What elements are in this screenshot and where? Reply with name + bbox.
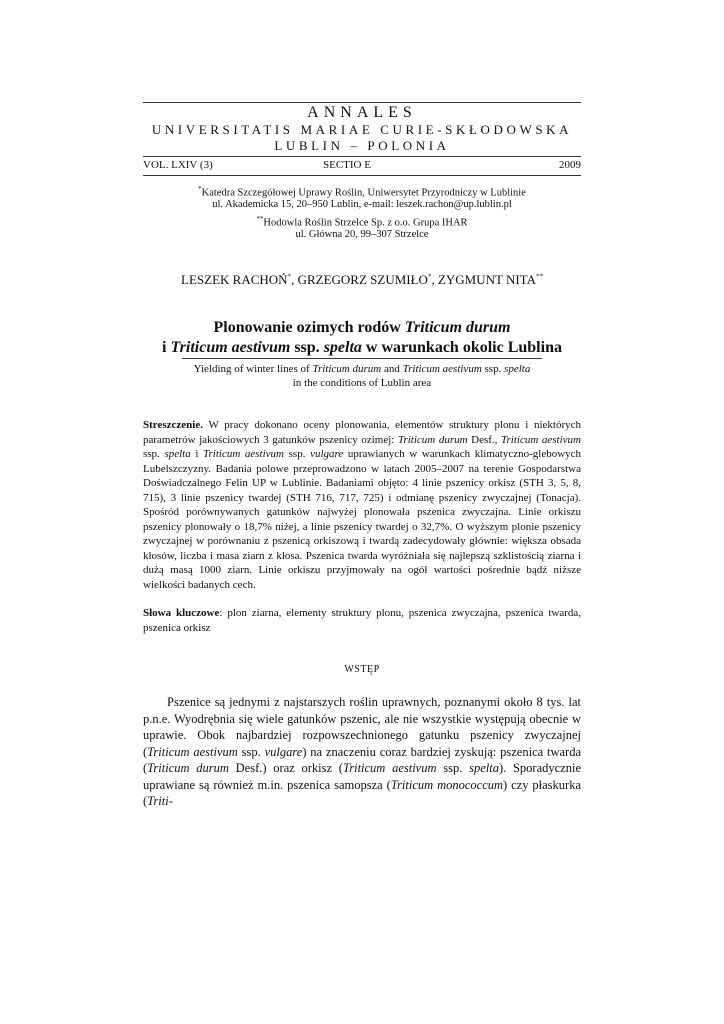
title-text: ssp. (290, 339, 324, 356)
english-title-italic: Triticum durum (312, 363, 382, 375)
intro-text: ssp. (436, 761, 470, 775)
english-title-line-2: in the conditions of Lublin area (292, 377, 432, 389)
intro-text: ) czy płaskurka ( (143, 777, 581, 808)
intro-text: ssp. (237, 744, 265, 759)
abstract-italic: vulgare (310, 448, 344, 460)
keywords (143, 606, 581, 635)
footnote-mark: * (287, 272, 292, 281)
abstract-italic: Triticum aestivum (501, 433, 581, 446)
footnote-mark: ** (256, 215, 264, 223)
footnote-mark: * (427, 272, 432, 281)
intro-italic: Triti- (147, 794, 173, 808)
title-text: i (162, 339, 171, 356)
footnote-mark: ** (535, 272, 543, 281)
intro-text: Pszenice są jednymi z najstarszych roślin uprawnych, poznanymi około 8 tys. lat p.n.e. Wyodrębnia się wiele gatunków pszenic, ale nie wszystkie występują obecnie w uprawie. Obok najbardziej rozpowszechnionego gatunku pszenicy zwyczajnej ( (143, 695, 581, 759)
abstract-italic: Triticum durum (397, 433, 468, 446)
author-name: , GRZEGORZ SZUMIŁO (291, 272, 428, 287)
abstract-italic: spelta (164, 448, 191, 460)
title-rule (182, 358, 542, 359)
footnote-mark: * (198, 185, 202, 193)
intro-paragraph (143, 694, 581, 810)
paper-title-line-2 (143, 339, 581, 357)
english-title-italic: spelta (504, 363, 531, 375)
header-bottom-rule (143, 175, 581, 176)
intro-italic: Triticum durum (147, 761, 229, 775)
abstract-text: ssp. (143, 448, 165, 460)
english-title-text: Yielding of winter lines of (193, 363, 313, 375)
abstract-text: W pracy dokonano oceny plonowania, elementów struktury plonu i niektórych parametrów jakościowych 3 gatunków pszenicy ozimej: (143, 419, 581, 446)
abstract-label: Streszczenie. (143, 419, 203, 431)
abstract (143, 418, 581, 592)
volume-number: VOL. LXIV (3) (143, 159, 213, 171)
affiliation-line-2: ul. Akademicka 15, 20–950 Lublin, e-mail: leszek.rachon@up.lublin.pl (212, 199, 512, 210)
volume-year: 2009 (559, 159, 581, 171)
abstract-italic: Triticum aestivum (203, 448, 285, 460)
intro-italic: Triticum aestivum (147, 744, 238, 759)
journal-subtitle: UNIVERSITATIS MARIAE CURIE-SKŁODOWSKA (151, 122, 573, 137)
english-title-italic: Triticum aestivum (402, 363, 482, 375)
title-italic: Triticum durum (404, 319, 511, 336)
title-text: Plonowanie ozimych rodów (213, 319, 405, 336)
volume-row (143, 159, 581, 173)
author-name: LESZEK RACHOŃ (181, 272, 288, 287)
intro-text: ). Sporadycznie uprawiane są również m.in. pszenica samopsza ( (143, 761, 582, 792)
intro-text: Desf.) oraz orkisz ( (228, 761, 343, 775)
affiliation-text: Hodowla Roślin Strzelce Sp. z o.o. Grupa IHAR (263, 217, 468, 229)
intro-text: ) na znaczeniu coraz bardziej zyskują: pszenica twarda ( (143, 744, 582, 775)
affiliation-text: Katedra Szczegółowej Uprawy Roślin, Uniwersytet Przyrodniczy w Lublinie (201, 187, 526, 199)
paper-title-line-1 (143, 319, 581, 337)
abstract-text: i (190, 448, 203, 460)
section-heading: WSTĘP (344, 664, 380, 675)
header-top-rule (143, 102, 581, 103)
title-italic: Triticum aestivum (170, 339, 291, 356)
section-name: SECTIO E (323, 159, 371, 171)
abstract-text: uprawianych w warunkach klimatyczno-glebowych Lubelszczyzny. Badania polowe przeprowadzono w latach 2005–2007 na terenie Gospodarstwa Doświadczalnego Felin UP w Lublinie. Badaniami objęto: 4 linie pszenicy orkisz (STH 3, 5, 8, 715), 3 linie pszenicy twardej (STH 716, 717, 725) i odmianę pszenicy zwyczajnej (Tonacja). Spośród porównywanych gatunków najwyżej plonowała pszenica zwyczajna. Linie orkiszu pszenicy plonowały o 18,7% niżej, a linie pszenicy twardej o 32,7%. O wyższym plonie pszenicy zwyczajnej w porównaniu z pszenicą orkiszową i twardą zadecydowały głównie: większa obsada kłosów, liczba i masa ziarn z kłosa. Pszenica twarda wyróżniała się najlepszą szklistością ziarna i dużą masą 1000 ziarn. Linie orkiszu przyjmowały na ogół wartości pośrednie bądź niższe wielkości badanych cech. (143, 448, 582, 591)
abstract-text: Desf., (467, 433, 502, 446)
journal-place: LUBLIN – POLONIA (274, 138, 450, 153)
english-title-text: and (381, 363, 403, 375)
keywords-text: : plon ziarna, elementy struktury plonu, pszenica zwyczajna, pszenica twarda, pszenica orkisz (143, 607, 581, 634)
intro-italic: spelta (469, 761, 499, 775)
english-title-line-1 (143, 362, 581, 376)
affiliation-line-4: ul. Główna 20, 99–307 Strzelce (295, 229, 429, 240)
english-title-text: ssp. (481, 363, 505, 375)
author-name: , ZYGMUNT NITA (431, 272, 536, 287)
journal-title: ANNALES (307, 104, 417, 121)
authors (143, 272, 581, 288)
header-middle-rule (143, 156, 581, 157)
title-italic: spelta (323, 339, 362, 356)
intro-italic: vulgare (264, 744, 303, 759)
intro-italic: Triticum aestivum (342, 761, 437, 775)
intro-italic: Triticum monococcum (390, 777, 504, 792)
title-text: w warunkach okolic Lublina (361, 339, 562, 356)
abstract-text: ssp. (284, 448, 311, 460)
keywords-label: Słowa kluczowe (143, 607, 220, 619)
